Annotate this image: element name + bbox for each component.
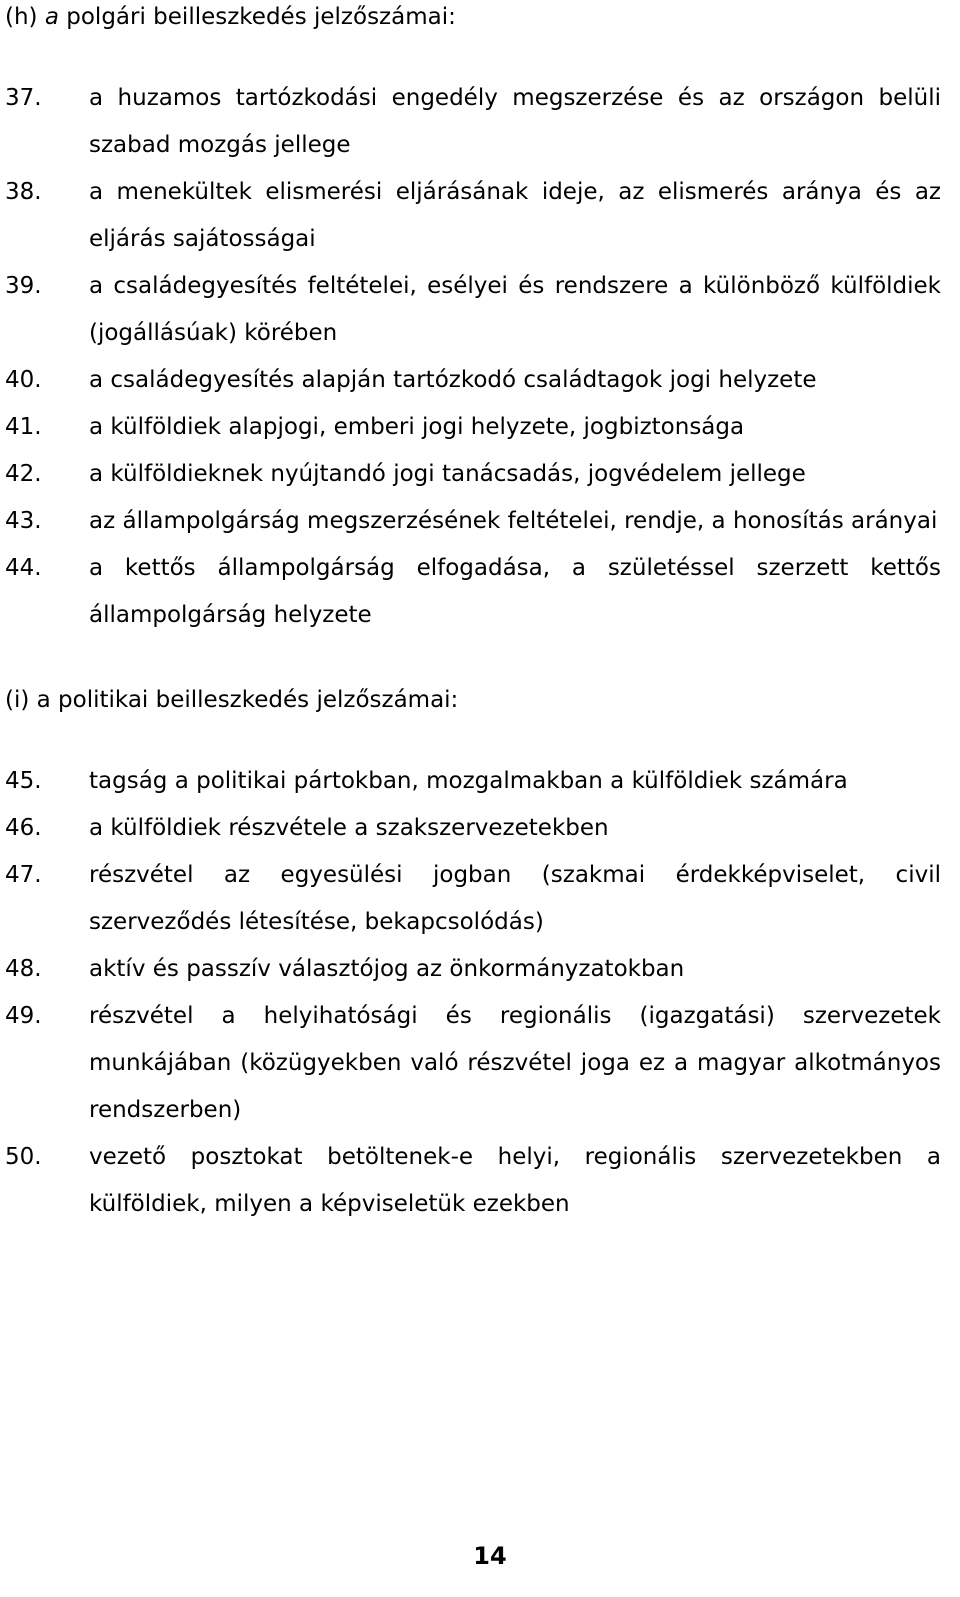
- item-number: 37.: [5, 85, 42, 111]
- item-number: 42.: [5, 461, 42, 487]
- item-text: a huzamos tartózkodási engedély megszerzése és az országon belüli szabad mozgás jellege: [89, 85, 941, 158]
- item-text: a külföldieknek nyújtandó jogi tanácsadás, jogvédelem jellege: [89, 461, 806, 487]
- item-number: 43.: [5, 508, 42, 534]
- item-number: 41.: [5, 414, 42, 440]
- list-item: [5, 758, 941, 805]
- list-item: [5, 404, 941, 451]
- list-item: [5, 545, 941, 639]
- item-text: a családegyesítés feltételei, esélyei és rendszere a különböző külföldiek (jogállásúak) körében: [89, 273, 941, 346]
- item-text: a menekültek elismerési eljárásának ideje, az elismerés aránya és az eljárás sajátosságai: [89, 179, 941, 252]
- list-item: [5, 75, 941, 169]
- item-text: aktív és passzív választójog az önkormányzatokban: [89, 956, 685, 982]
- item-text: részvétel az egyesülési jogban (szakmai érdekképviselet, civil szerveződés létesítése, bekapcsolódás): [89, 862, 941, 935]
- list-item: [5, 263, 941, 357]
- list-item: [5, 498, 941, 545]
- document-page: [5, 0, 941, 1228]
- item-text: a külföldiek részvétele a szakszervezetekben: [89, 815, 609, 841]
- list-item: [5, 169, 941, 263]
- item-number: 47.: [5, 862, 42, 888]
- item-number: 48.: [5, 956, 42, 982]
- item-text: részvétel a helyihatósági és regionális (igazgatási) szervezetek munkájában (közügyekben való részvétel joga ez a magyar alkotmányos rendszerben): [89, 1003, 941, 1123]
- item-number: 49.: [5, 1003, 42, 1029]
- item-text: a családegyesítés alapján tartózkodó családtagok jogi helyzete: [89, 367, 817, 393]
- list-item: [5, 451, 941, 498]
- item-text: tagság a politikai pártokban, mozgalmakban a külföldiek számára: [89, 768, 848, 794]
- item-number: 40.: [5, 367, 42, 393]
- list-item: [5, 357, 941, 404]
- item-text: vezető posztokat betöltenek-e helyi, regionális szervezetekben a külföldiek, milyen a képviseletük ezekben: [89, 1144, 941, 1217]
- section-h-heading: [5, 0, 941, 41]
- item-number: 46.: [5, 815, 42, 841]
- item-number: 45.: [5, 768, 42, 794]
- item-number: 39.: [5, 273, 42, 299]
- list-item: [5, 993, 941, 1134]
- item-number: 44.: [5, 555, 42, 581]
- list-item: [5, 852, 941, 946]
- list-item: [5, 805, 941, 852]
- item-number: 38.: [5, 179, 42, 205]
- section-h-prefix: (h): [5, 4, 45, 30]
- section-i-heading: (i) a politikai beilleszkedés jelzőszámai:: [5, 687, 459, 713]
- section-i-list: [5, 758, 941, 1228]
- section-h-list: [5, 75, 941, 639]
- item-number: 50.: [5, 1144, 42, 1170]
- list-item: [5, 946, 941, 993]
- section-h-title: polgári beilleszkedés jelzőszámai:: [58, 4, 456, 30]
- item-text: az állampolgárság megszerzésének feltételei, rendje, a honosítás arányai: [89, 508, 938, 534]
- page-number: 14: [473, 1542, 507, 1570]
- section-h-letter: a: [44, 4, 59, 30]
- list-item: [5, 1134, 941, 1228]
- item-text: a kettős állampolgárság elfogadása, a születéssel szerzett kettős állampolgárság helyzete: [89, 555, 941, 628]
- item-text: a külföldiek alapjogi, emberi jogi helyzete, jogbiztonsága: [89, 414, 745, 440]
